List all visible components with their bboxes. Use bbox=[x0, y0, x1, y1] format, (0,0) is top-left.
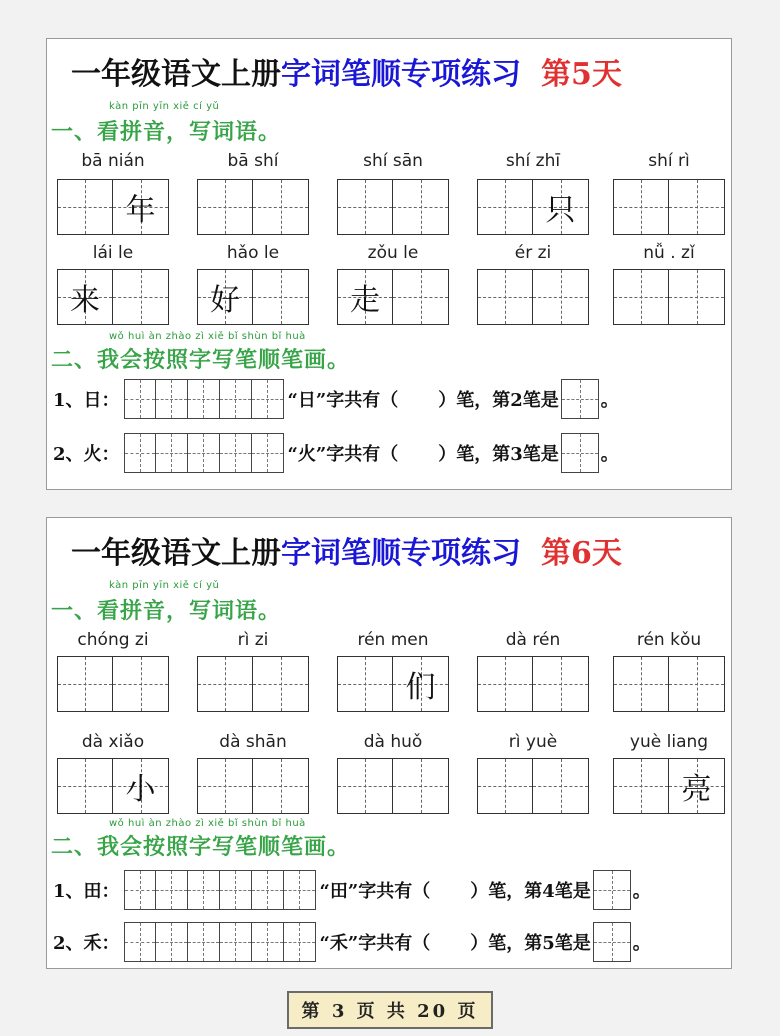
section2-pinyin: wǒ huì àn zhào zì xiě bǐ shùn bǐ huà bbox=[109, 331, 306, 342]
word-pinyin: rén kǒu bbox=[636, 630, 702, 650]
tianzi-cell[interactable] bbox=[477, 179, 533, 235]
question-label: 2、火： bbox=[53, 444, 120, 465]
writing-grid[interactable] bbox=[57, 656, 169, 712]
writing-grid[interactable] bbox=[613, 269, 725, 325]
prefilled-character bbox=[393, 180, 448, 234]
stroke-question-2 bbox=[53, 433, 619, 473]
prefilled-character: 好 bbox=[210, 283, 240, 318]
tianzi-cell[interactable] bbox=[253, 269, 309, 325]
prefilled-character bbox=[113, 270, 168, 324]
prefilled-character bbox=[669, 270, 724, 324]
title-grade: 一年级语文上册 bbox=[71, 536, 281, 571]
question-end: 。 bbox=[632, 933, 651, 954]
worksheet-title bbox=[47, 49, 731, 97]
word-pinyin: rén men bbox=[357, 630, 429, 650]
tianzi-cell[interactable] bbox=[393, 758, 449, 814]
section1-pinyin: kàn pīn yīn xiě cí yǔ bbox=[109, 101, 220, 112]
section1-pinyin: kàn pīn yīn xiě cí yǔ bbox=[109, 580, 220, 591]
writing-grid[interactable] bbox=[197, 269, 309, 325]
tianzi-cell[interactable] bbox=[253, 758, 309, 814]
prefilled-character bbox=[253, 657, 308, 711]
stroke-order-grid[interactable] bbox=[124, 922, 316, 962]
title-topic: 字词笔顺专项练习 bbox=[281, 536, 521, 571]
tianzi-cell[interactable] bbox=[613, 758, 669, 814]
writing-grid[interactable] bbox=[197, 656, 309, 712]
word-pinyin: dà rén bbox=[505, 630, 561, 650]
word-pinyin: bā shí bbox=[227, 151, 279, 171]
writing-grid[interactable] bbox=[337, 656, 449, 712]
tianzi-cell[interactable] bbox=[669, 656, 725, 712]
question-text-2: ）笔，第5笔是 bbox=[470, 933, 591, 954]
prefilled-character bbox=[338, 657, 392, 711]
prefilled-character bbox=[58, 759, 112, 813]
tianzi-cell[interactable] bbox=[613, 179, 669, 235]
title-topic: 字词笔顺专项练习 bbox=[281, 57, 521, 92]
prefilled-character bbox=[198, 180, 252, 234]
prefilled-character bbox=[338, 180, 392, 234]
tianzi-cell[interactable] bbox=[113, 758, 169, 814]
tianzi-cell[interactable] bbox=[477, 656, 533, 712]
writing-grid[interactable] bbox=[197, 758, 309, 814]
tianzi-cell[interactable] bbox=[197, 269, 253, 325]
word-pinyin: rì zi bbox=[237, 630, 269, 650]
prefilled-character bbox=[478, 657, 532, 711]
tianzi-cell[interactable] bbox=[253, 656, 309, 712]
word-pinyin: lái le bbox=[92, 243, 134, 263]
word-pinyin: zǒu le bbox=[367, 243, 419, 263]
word-pinyin: hǎo le bbox=[226, 243, 280, 263]
prefilled-character bbox=[614, 759, 668, 813]
tianzi-cell[interactable] bbox=[669, 179, 725, 235]
question-text-1: “禾”字共有（ bbox=[319, 933, 431, 954]
title-day: 第5天 bbox=[541, 57, 622, 92]
answer-stroke-box[interactable] bbox=[593, 922, 631, 962]
tianzi-cell[interactable] bbox=[337, 179, 393, 235]
writing-grid[interactable] bbox=[613, 758, 725, 814]
tianzi-cell[interactable] bbox=[477, 269, 533, 325]
prefilled-character: 亮 bbox=[681, 772, 712, 807]
tianzi-cell[interactable] bbox=[393, 656, 449, 712]
writing-grid[interactable] bbox=[337, 179, 449, 235]
question-end: 。 bbox=[600, 444, 619, 465]
prefilled-character bbox=[58, 180, 112, 234]
word-pinyin: bā nián bbox=[81, 151, 145, 171]
tianzi-cell[interactable] bbox=[613, 269, 669, 325]
question-text-1: “火”字共有（ bbox=[287, 444, 399, 465]
section1-title: 一、看拼音，写词语。 bbox=[51, 598, 282, 624]
tianzi-cell[interactable] bbox=[197, 758, 253, 814]
tianzi-cell[interactable] bbox=[337, 656, 393, 712]
tianzi-cell[interactable] bbox=[533, 269, 589, 325]
answer-stroke-box[interactable] bbox=[561, 379, 599, 419]
writing-grid[interactable] bbox=[477, 269, 589, 325]
title-grade: 一年级语文上册 bbox=[71, 57, 281, 92]
word-pinyin: dà huǒ bbox=[363, 732, 423, 752]
question-label: 2、禾： bbox=[53, 933, 120, 954]
word-pinyin: nǚ . zǐ bbox=[643, 243, 695, 263]
tianzi-cell[interactable] bbox=[533, 179, 589, 235]
prefilled-character bbox=[533, 270, 588, 324]
question-text-1: “日”字共有（ bbox=[287, 390, 399, 411]
worksheet-title bbox=[47, 528, 731, 576]
word-pinyin: shí rì bbox=[648, 151, 690, 171]
tianzi-cell[interactable] bbox=[253, 179, 309, 235]
tianzi-cell[interactable] bbox=[57, 656, 113, 712]
prefilled-character: 走 bbox=[350, 283, 380, 318]
prefilled-character bbox=[533, 657, 588, 711]
writing-grid[interactable] bbox=[477, 758, 589, 814]
stroke-order-grid[interactable] bbox=[124, 433, 284, 473]
tianzi-cell[interactable] bbox=[393, 269, 449, 325]
prefilled-character bbox=[614, 180, 668, 234]
tianzi-cell[interactable] bbox=[57, 269, 113, 325]
prefilled-character: 们 bbox=[405, 670, 436, 705]
tianzi-cell[interactable] bbox=[533, 656, 589, 712]
section1-title: 一、看拼音，写词语。 bbox=[51, 119, 282, 145]
tianzi-cell[interactable] bbox=[669, 269, 725, 325]
prefilled-character bbox=[393, 270, 448, 324]
writing-grid[interactable] bbox=[613, 656, 725, 712]
word-pinyin: dà xiǎo bbox=[81, 732, 145, 752]
tianzi-cell[interactable] bbox=[57, 758, 113, 814]
prefilled-character bbox=[669, 180, 724, 234]
stroke-question-1 bbox=[53, 379, 619, 419]
tianzi-cell[interactable] bbox=[113, 656, 169, 712]
prefilled-character bbox=[614, 657, 668, 711]
question-label: 1、田： bbox=[53, 881, 120, 902]
word-pinyin: yuè liang bbox=[629, 732, 709, 752]
tianzi-cell[interactable] bbox=[197, 656, 253, 712]
tianzi-cell[interactable] bbox=[57, 179, 113, 235]
tianzi-cell[interactable] bbox=[477, 758, 533, 814]
section2-pinyin: wǒ huì àn zhào zì xiě bǐ shùn bǐ huà bbox=[109, 818, 306, 829]
prefilled-character bbox=[533, 759, 588, 813]
prefilled-character: 只 bbox=[545, 193, 576, 228]
answer-stroke-box[interactable] bbox=[593, 870, 631, 910]
worksheet-day5 bbox=[46, 38, 732, 490]
prefilled-character bbox=[253, 180, 308, 234]
prefilled-character bbox=[253, 270, 308, 324]
tianzi-cell[interactable] bbox=[669, 758, 725, 814]
writing-grid[interactable] bbox=[337, 758, 449, 814]
prefilled-character bbox=[113, 657, 168, 711]
word-pinyin: ér zi bbox=[514, 243, 552, 263]
word-pinyin: shí sān bbox=[363, 151, 423, 171]
prefilled-character bbox=[478, 180, 532, 234]
prefilled-character: 小 bbox=[125, 772, 156, 807]
tianzi-cell[interactable] bbox=[393, 179, 449, 235]
tianzi-cell[interactable] bbox=[197, 179, 253, 235]
writing-grid[interactable] bbox=[477, 656, 589, 712]
prefilled-character bbox=[58, 657, 112, 711]
writing-grid[interactable] bbox=[337, 269, 449, 325]
question-label: 1、日： bbox=[53, 390, 120, 411]
prefilled-character bbox=[614, 270, 668, 324]
prefilled-character: 来 bbox=[70, 283, 100, 318]
question-text-2: ）笔，第3笔是 bbox=[438, 444, 559, 465]
writing-grid[interactable] bbox=[477, 179, 589, 235]
prefilled-character bbox=[338, 759, 392, 813]
page-indicator: 第 3 页 共 20 页 bbox=[287, 991, 493, 1029]
tianzi-cell[interactable] bbox=[337, 758, 393, 814]
prefilled-character: 年 bbox=[125, 193, 156, 228]
stroke-question-1 bbox=[53, 870, 651, 910]
stroke-order-grid[interactable] bbox=[124, 870, 316, 910]
question-text-2: ）笔，第2笔是 bbox=[438, 390, 559, 411]
prefilled-character bbox=[198, 759, 252, 813]
tianzi-cell[interactable] bbox=[613, 656, 669, 712]
stroke-order-grid[interactable] bbox=[124, 379, 284, 419]
tianzi-cell[interactable] bbox=[113, 269, 169, 325]
tianzi-cell[interactable] bbox=[337, 269, 393, 325]
prefilled-character bbox=[478, 759, 532, 813]
word-pinyin: dà shān bbox=[219, 732, 287, 752]
word-pinyin: chóng zi bbox=[77, 630, 149, 650]
prefilled-character bbox=[198, 657, 252, 711]
tianzi-cell[interactable] bbox=[533, 758, 589, 814]
question-text-2: ）笔，第4笔是 bbox=[470, 881, 591, 902]
question-end: 。 bbox=[632, 881, 651, 902]
prefilled-character bbox=[669, 657, 724, 711]
prefilled-character bbox=[393, 759, 448, 813]
question-text-1: “田”字共有（ bbox=[319, 881, 431, 902]
writing-grid[interactable] bbox=[57, 269, 169, 325]
section2-title: 二、我会按照字写笔顺笔画。 bbox=[51, 834, 351, 860]
writing-grid[interactable] bbox=[197, 179, 309, 235]
title-day: 第6天 bbox=[541, 536, 622, 571]
question-end: 。 bbox=[600, 390, 619, 411]
word-pinyin: rì yuè bbox=[508, 732, 558, 752]
section2-title: 二、我会按照字写笔顺笔画。 bbox=[51, 347, 351, 373]
worksheet-day6 bbox=[46, 517, 732, 969]
prefilled-character bbox=[253, 759, 308, 813]
writing-grid[interactable] bbox=[57, 758, 169, 814]
prefilled-character bbox=[478, 270, 532, 324]
answer-stroke-box[interactable] bbox=[561, 433, 599, 473]
stroke-question-2 bbox=[53, 922, 651, 962]
writing-grid[interactable] bbox=[57, 179, 169, 235]
tianzi-cell[interactable] bbox=[113, 179, 169, 235]
word-pinyin: shí zhī bbox=[505, 151, 561, 171]
writing-grid[interactable] bbox=[613, 179, 725, 235]
